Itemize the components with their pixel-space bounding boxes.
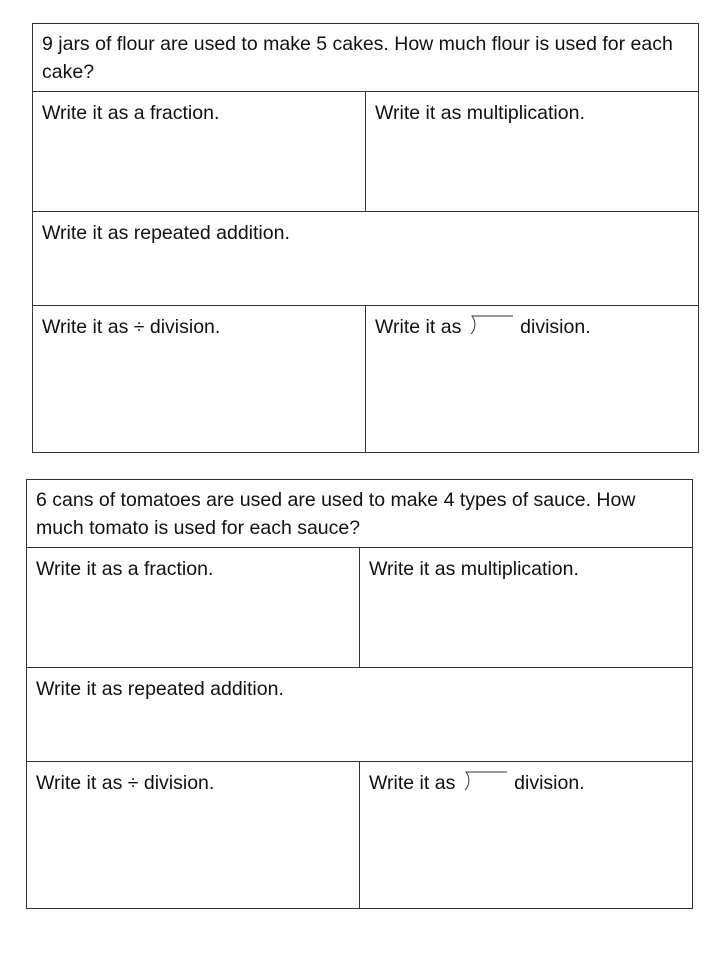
problem-statement: [33, 24, 699, 92]
long-division-prompt-prefix: Write it as: [375, 316, 462, 338]
multiplication-answer-box[interactable]: [366, 92, 699, 212]
long-division-prompt-suffix: division.: [520, 316, 591, 338]
problem-text: 6 cans of tomatoes are used are used to make 4 types of sauce. How much tomato is used for each sauce?: [36, 489, 636, 539]
fraction-answer-box[interactable]: [33, 92, 366, 212]
long-division-prompt-suffix: division.: [514, 772, 585, 794]
fraction-prompt: Write it as a fraction.: [36, 558, 214, 580]
fraction-prompt: Write it as a fraction.: [42, 102, 220, 124]
repeated-addition-prompt: Write it as repeated addition.: [42, 222, 290, 244]
multiplication-answer-box[interactable]: [360, 548, 693, 668]
division-symbol-answer-box[interactable]: [33, 306, 366, 452]
problem-text: 9 jars of flour are used to make 5 cakes. How much flour is used for each cake?: [42, 33, 673, 83]
multiplication-prompt: Write it as multiplication.: [369, 558, 579, 580]
division-symbol-answer-box[interactable]: [27, 762, 360, 908]
problem-statement: [27, 480, 693, 548]
long-division-prompt-prefix: Write it as: [369, 772, 456, 794]
fraction-answer-box[interactable]: [27, 548, 360, 668]
repeated-addition-answer-box[interactable]: [27, 668, 693, 762]
division-symbol-prompt: Write it as ÷ division.: [36, 772, 215, 794]
repeated-addition-answer-box[interactable]: [33, 212, 699, 306]
long-division-answer-box[interactable]: [366, 306, 699, 452]
long-division-bracket-icon: [467, 315, 515, 335]
worksheet-2: [26, 479, 693, 909]
division-symbol-prompt: Write it as ÷ division.: [42, 316, 221, 338]
repeated-addition-prompt: Write it as repeated addition.: [36, 678, 284, 700]
worksheet-1: [32, 23, 699, 453]
long-division-answer-box[interactable]: [360, 762, 693, 908]
multiplication-prompt: Write it as multiplication.: [375, 102, 585, 124]
long-division-bracket-icon: [461, 771, 509, 791]
